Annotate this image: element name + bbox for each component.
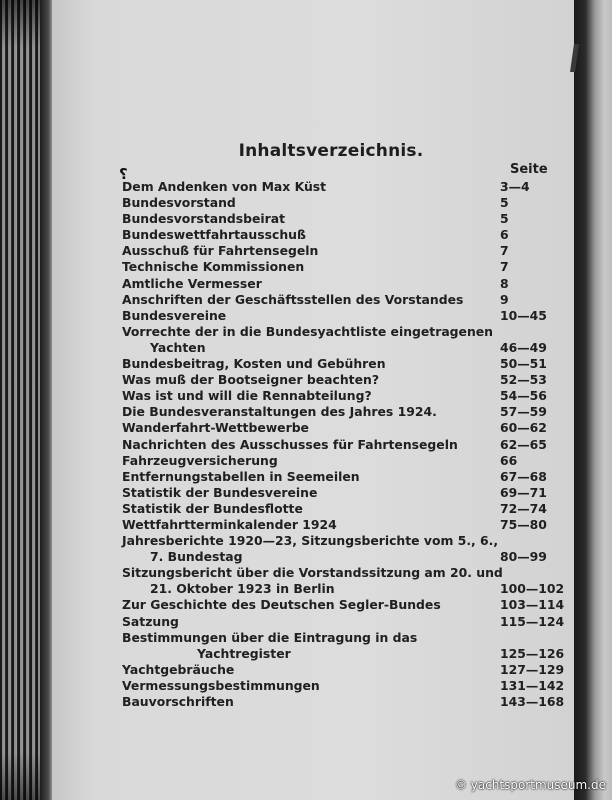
toc-entry [122,517,552,533]
toc-entry-title-line: Entfernungstabellen in Seemeilen [122,468,360,484]
toc-entry [122,404,552,420]
toc-entry-title-line: Dem Andenken von Max Küst [122,179,327,194]
toc-entry-title-line: Statistik der Bundesflotte [122,500,303,516]
toc-entry-pages: 7 [500,243,509,259]
toc-entry [122,613,565,630]
toc-entry-title-continuation: 21. Oktober 1923 in Berlin [150,581,335,597]
page-column-header: Seite [510,162,548,177]
toc-entry-title [122,597,441,613]
toc-entry [122,597,565,613]
toc-entry-pages: 103—114 [500,597,565,613]
toc-entry-title-line: Statistik der Bundesvereine [122,484,318,500]
toc-entry-pages: 131—142 [500,677,565,693]
toc-entry-title-line: Was ist und will die Rennabteilung? [122,388,372,404]
toc-entry [122,437,552,453]
toc-entry-title-line: Anschriften der Geschäftsstellen des Vorstandes [122,291,464,307]
toc-entry [122,533,552,565]
toc-entry-title [122,308,226,324]
toc-entry-title [122,227,306,243]
toc-entry-pages: 46—49 [500,339,547,355]
toc-entry-pages: 67—68 [500,468,547,484]
toc-entry [122,243,552,259]
toc-entry-pages: 3—4 [500,179,530,194]
toc-entry [122,356,552,372]
toc-entry-title [122,211,285,227]
toc-entry-title-line: Bundesvereine [122,307,227,323]
ink-mark: ⸮ [119,165,128,183]
toc-entry-title-line: Ausschuß für Fahrtensegeln [122,243,319,259]
toc-entry-title-continuation: Yachten [150,339,206,355]
toc-entry [122,453,552,469]
toc-entry [122,565,565,597]
toc-entry-title [122,292,463,308]
toc-entry-pages: 72—74 [500,500,547,516]
toc-entry-title-line: Bauvorschriften [122,694,234,709]
toc-entry-pages: 115—124 [500,613,565,629]
toc-entry-pages: 143—168 [500,694,565,709]
toc-entry-title [122,388,372,404]
toc-entry [122,469,552,485]
toc-entry-title-line: Technische Kommissionen [122,259,305,275]
toc-entry-title-line: Satzung [122,613,179,629]
toc-entry-title-line: Nachrichten des Ausschusses für Fahrtensegeln [122,436,458,452]
toc-entry-title-line: Bestimmungen über die Eintragung in das [122,629,418,645]
toc-entry-title [122,259,304,275]
toc-entry [122,292,552,308]
toc-entry-title [122,437,458,453]
toc-entry [122,372,552,388]
page-title: Inhaltsverzeichnis. [238,141,424,161]
toc-entry-pages: 60—62 [500,420,547,436]
toc-entry-title [122,356,386,372]
toc-entry [122,420,552,436]
toc-entry-title [122,485,317,501]
toc-entry-pages: 50—51 [500,356,547,372]
toc-entry-pages: 62—65 [500,436,547,452]
toc-entry-pages: 127—129 [500,661,565,677]
toc-entry-pages: 8 [500,275,509,291]
toc-entry-pages: 100—102 [500,581,565,597]
toc-entry-title-continuation: Yachtregister [197,645,291,661]
toc-entry-title [122,694,234,710]
table-of-contents [122,179,565,710]
toc-entry-title [122,517,337,533]
toc-entry-title-line: Bundeswettfahrtausschuß [122,227,306,243]
toc-entry-pages: 80—99 [500,549,547,565]
toc-entry-title [122,324,493,356]
book-right-edge [574,0,612,800]
toc-entry-title-line: Wanderfahrt-Wettbewerbe [122,420,309,436]
toc-entry-title [122,404,437,420]
toc-entry-title [122,678,320,694]
toc-entry [122,259,552,275]
toc-entry-title [122,501,303,517]
toc-entry [122,501,552,517]
toc-entry-title-line: Vorrechte der in die Bundesyachtliste eingetragenen [122,323,493,339]
toc-entry-pages: 75—80 [500,516,547,532]
toc-entry-title-line: Zur Geschichte des Deutschen Segler-Bundes [122,597,441,613]
toc-entry [122,227,552,243]
toc-entry-title [122,372,379,388]
toc-entry-title [122,276,262,292]
toc-entry-title-continuation: 7. Bundestag [150,549,243,565]
toc-entry [122,308,552,324]
toc-entry-title [122,195,236,211]
toc-entry-title-line: Amtliche Vermesser [122,275,262,291]
toc-entry [122,677,565,694]
toc-entry-pages: 10—45 [500,307,547,323]
toc-entry-pages: 5 [500,211,509,227]
toc-entry-title [122,469,360,485]
toc-entry-title-line: Was muß der Bootseigner beachten? [122,372,380,388]
toc-entry-pages: 66 [500,452,518,468]
toc-entry-title [122,533,498,565]
toc-entry-title-line: Bundesvorstand [122,195,236,211]
toc-entry-pages: 6 [500,227,509,243]
toc-entry-title-line: Wettfahrtterminkalender 1924 [122,516,337,532]
toc-entry-pages: 57—59 [500,404,547,420]
toc-entry-pages: 5 [500,195,509,211]
toc-entry [122,388,552,404]
toc-entry [122,179,552,195]
toc-entry-title-line: Bundesvorstandsbeirat [122,211,286,227]
toc-entry [122,324,552,356]
toc-entry-title-line: Fahrzeugversicherung [122,452,278,468]
toc-entry-pages: 52—53 [500,372,547,388]
toc-entry-title [122,179,326,195]
toc-entry-title [122,630,417,662]
toc-entry [122,211,552,227]
toc-entry-pages: 7 [500,259,509,275]
toc-entry-title [122,565,503,597]
toc-entry-title [122,420,309,436]
toc-entry-title-line: Bundesbeitrag, Kosten und Gebühren [122,356,386,372]
toc-entry [122,485,552,501]
toc-entry-title [122,243,318,259]
toc-entry-pages: 9 [500,291,509,307]
toc-entry-title [122,662,234,678]
toc-entry [122,276,552,292]
toc-entry-title [122,614,179,630]
toc-entry-title-line: Jahresberichte 1920—23, Sitzungsberichte vom 5., 6., [122,533,499,549]
watermark: © yachtsportmuseum.de [454,778,606,792]
toc-entry-pages: 125—126 [500,645,565,661]
toc-entry [122,629,565,662]
toc-entry-title-line: Vermessungsbestimmungen [122,677,320,693]
toc-entry-pages: 54—56 [500,388,547,404]
toc-entry [122,661,565,678]
toc-entry-title-line: Sitzungsbericht über die Vorstandssitzung am 20. und [122,565,503,581]
toc-entry-title-line: Die Bundesveranstaltungen des Jahres 1924. [122,404,437,420]
toc-entry-pages: 69—71 [500,484,547,500]
toc-entry [122,694,565,710]
toc-entry [122,195,552,211]
toc-entry-title [122,453,278,469]
toc-entry-title-line: Yachtgebräuche [122,661,235,677]
